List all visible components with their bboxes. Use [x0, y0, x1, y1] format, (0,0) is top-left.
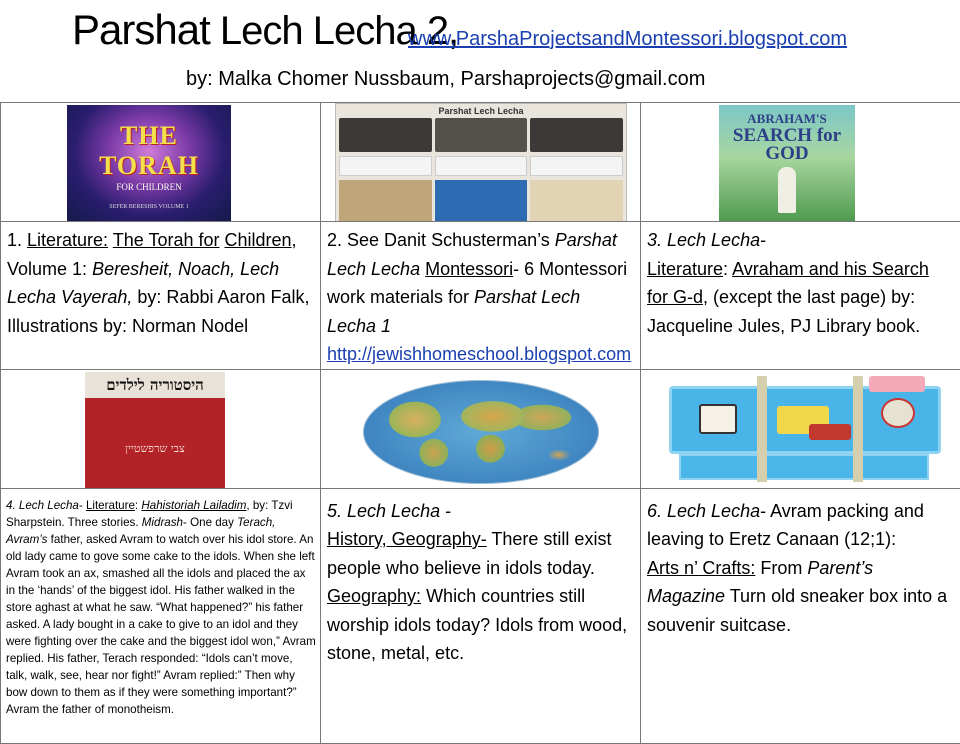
description-text: - Avram packing and leaving to Eretz Canaan (12;1): [647, 501, 924, 550]
image-cell-2 [321, 103, 641, 222]
terach-text: Terach, Avram’s [6, 516, 275, 546]
item-6-text [641, 489, 960, 640]
text-cell-4 [1, 488, 321, 743]
item-5-text [321, 489, 640, 668]
abrahams-search-for-god-book-cover [719, 105, 855, 221]
dash: - [79, 499, 86, 512]
category-label: History, Geography- [327, 529, 487, 549]
image-cell-5 [321, 369, 641, 488]
activity-grid [0, 102, 960, 744]
description-text: Turn old sneaker box into a souvenir suitcase. [647, 586, 947, 635]
magazine-name: Parent’s Magazine [647, 558, 873, 607]
child-figure-illustration [778, 167, 796, 213]
book-title: Avraham and his Search for G-d [647, 259, 929, 308]
photo-tile [339, 180, 432, 222]
text-cell-6 [641, 488, 960, 743]
parsha-title-2: Parshat Lech Lecha 1 [327, 287, 580, 336]
item-number: 1. [7, 230, 27, 250]
souvenir-suitcase-icon [669, 376, 939, 486]
collage-heading: Parshat Lech Lecha [336, 104, 626, 116]
photo-tile [435, 180, 528, 222]
page-title [72, 6, 458, 54]
description-text: From [755, 558, 807, 578]
hebrew-title: היסטוריה לילדים [85, 372, 225, 398]
author-text: by: Rabbi Aaron Falk, Illustrations by: Norman Nodel [7, 287, 310, 336]
book-names: Beresheit, Noach, Lech Lecha Vayerah, [7, 259, 279, 308]
blog-link[interactable]: www.ParshaProjectsandMontessori.blogspot.com [408, 28, 847, 51]
story-text: - One day [183, 516, 237, 529]
author-text: , by: Tzvi Sharpstein. Three stories. [6, 499, 293, 529]
sticker [699, 404, 737, 434]
item-2-text [321, 222, 640, 369]
category-label: Literature [86, 499, 135, 512]
torah-for-children-book-cover [67, 105, 231, 221]
item-heading: 4. Lech Lecha [6, 499, 79, 512]
item-4-text [1, 489, 320, 718]
image-cell-6 [641, 369, 960, 488]
homeschool-blog-link[interactable]: http://jewishhomeschool.blogspot.com [327, 344, 631, 364]
book-subtitle: FOR CHILDREN [67, 182, 231, 192]
text-cell-2 [321, 222, 641, 370]
description-text: There still exist people who believe in idols today. [327, 529, 611, 578]
book-title: Hahistoriah Lailadim [141, 499, 246, 512]
title-word-parshat: Parshat [72, 6, 210, 53]
story-text: father, asked Avram to watch over his idol store. An old lady came to gove some cake to the idols. When she left Avram took an ax, smashed all the idols and placed the ax in the ‘hands’ of the biggest idol. His father walked in the store aghast at what he saw. “What happened?” his father asked. A lady bought in a cake to give to an idol and they were fighting over the cake and the biggest idol won,” Avram replied. His father, Terach responded: “Idols can’t move, talk, walk, see, hear nor fight!” Avram replied:” Then why bow down to them as if they were something important?” Avram the father of monotheism. [6, 533, 316, 716]
item-1-text [1, 222, 320, 340]
sticker [809, 424, 851, 440]
item-heading: 3. Lech Lecha [647, 230, 760, 250]
montessori-label: Montessori [425, 259, 513, 279]
image-cell-1 [1, 103, 321, 222]
colon: : [135, 499, 141, 512]
suitcase-strap [757, 376, 767, 482]
photo-tile [339, 118, 432, 152]
midrash-label: Midrash [142, 516, 183, 529]
text-cell-3 [641, 222, 960, 370]
photo-tile [530, 118, 623, 152]
montessori-materials-collage [335, 103, 627, 222]
book-title-line1: ABRAHAM'S [719, 111, 855, 127]
caption-box [435, 156, 528, 176]
category-label: Geography: [327, 586, 421, 606]
parsha-title: Parshat Lech Lecha [327, 230, 617, 279]
caption-box [530, 156, 623, 176]
category-label: Literature [647, 259, 723, 279]
world-map-icon [363, 380, 599, 484]
image-cell-3 [641, 103, 960, 222]
photo-tile [530, 180, 623, 222]
item-heading: 5. Lech Lecha [327, 501, 440, 521]
sticker [881, 398, 915, 428]
caption-box [339, 156, 432, 176]
dash: - [440, 501, 451, 521]
volume-text: , Volume 1: [7, 230, 297, 279]
book-title-link: Children [225, 230, 292, 250]
dash: - [760, 230, 766, 250]
item-heading: 6. Lech Lecha [647, 501, 760, 521]
title-rest: Lech Lecha 2, [210, 9, 458, 53]
book-title: THE TORAH [67, 121, 231, 181]
sticker [869, 376, 925, 392]
text-cell-1 [1, 222, 321, 370]
category-label: Literature: [27, 230, 108, 250]
book-title-line2: SEARCH for GOD [719, 127, 855, 163]
suitcase-strap [853, 376, 863, 482]
item-3-text [641, 222, 960, 340]
hahistoriah-lailadim-book-cover [85, 372, 225, 488]
intro-text: 2. See Danit Schusterman’s [327, 230, 555, 250]
description-text: Which countries still worship idols today? Idols from wood, stone, metal, etc. [327, 586, 627, 663]
book-title-link: The Torah for [113, 230, 220, 250]
book-small-text: SEFER BERESHIS VOLUME 1 [67, 204, 231, 211]
author-text: , (except the last page) by: Jacqueline Jules, PJ Library book. [647, 287, 920, 336]
description-text: - 6 Montessori work materials for [327, 259, 627, 308]
text-cell-5 [321, 488, 641, 743]
hebrew-author: צבי שרפשטיין [85, 442, 225, 455]
category-label: Arts n’ Crafts: [647, 558, 755, 578]
byline: by: Malka Chomer Nussbaum, Parshaprojects@gmail.com [186, 68, 705, 91]
colon: : [723, 259, 732, 279]
suitcase-base [679, 454, 929, 480]
photo-tile [435, 118, 528, 152]
image-cell-4 [1, 369, 321, 488]
